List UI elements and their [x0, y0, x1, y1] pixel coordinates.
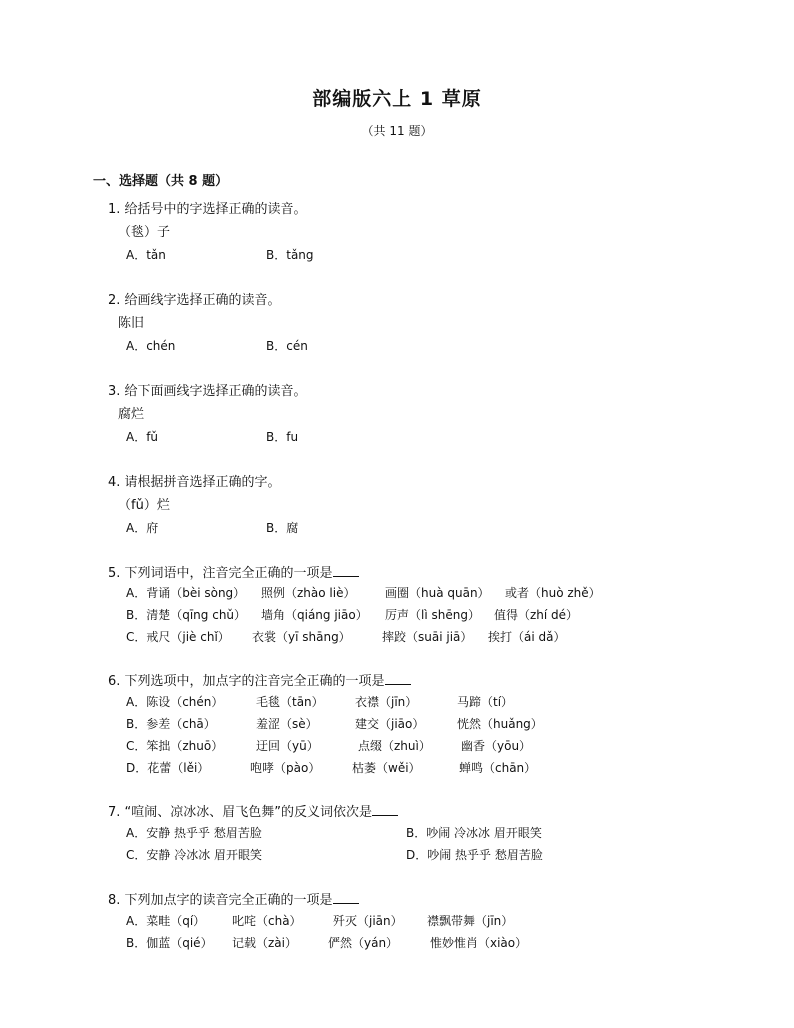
question-prompt: （毯）子	[118, 225, 171, 240]
question-stem	[108, 889, 359, 908]
option-a[interactable]: A．安静 热乎乎 愁眉苦脸	[126, 826, 262, 840]
option-a-word-2: 毛毯（tān）	[256, 695, 324, 709]
option-a-word-2: 叱咤（chà）	[232, 914, 302, 928]
question-stem-text: 5. 下列词语中，注音完全正确的一项是	[108, 566, 333, 581]
question-stem-text: 7. “喧闹、凉冰冰、眉飞色舞”的反义词依次是	[108, 805, 373, 820]
answer-blank[interactable]	[333, 564, 359, 577]
option-a-word-3: 衣襟（jīn）	[355, 695, 418, 709]
option-a-word-2: 照例（zhào liè）	[261, 586, 356, 600]
option-a-word-3: 歼灭（jiān）	[333, 914, 403, 928]
question-stem	[108, 562, 359, 581]
page-title: 部编版六上 1 草原	[312, 88, 482, 110]
option-a-word-4: 或者（huò zhě）	[505, 586, 601, 600]
option-b[interactable]: B．cén	[266, 339, 308, 353]
option-c-word-4: 幽香（yōu）	[461, 739, 532, 753]
question-prompt: 陈旧	[118, 316, 145, 331]
option-d-word-4: 蝉鸣（chān）	[459, 761, 537, 775]
option-c-word-2: 迂回（yū）	[256, 739, 319, 753]
option-b[interactable]: B．fu	[266, 430, 299, 444]
option-c-word-1: C．戒尺（jiè chǐ）	[126, 630, 230, 644]
option-c-word-1: C．笨拙（zhuō）	[126, 739, 224, 753]
option-a[interactable]: A．fǔ	[126, 430, 159, 444]
question-stem: 1. 给括号中的字选择正确的读音。	[108, 202, 307, 217]
option-a-word-3: 画圈（huà quān）	[385, 586, 490, 600]
option-c-word-3: 摔跤（suāi jiā）	[382, 630, 473, 644]
question-stem: 2. 给画线字选择正确的读音。	[108, 293, 281, 308]
option-a-word-4: 马蹄（tí）	[457, 695, 514, 709]
option-d-word-1: D．花蕾（lěi）	[126, 761, 210, 775]
option-d-word-2: 咆哮（pào）	[250, 761, 321, 775]
option-b-word-1: B．清楚（qīng chǔ）	[126, 608, 247, 622]
option-b[interactable]: B．腐	[266, 521, 299, 535]
option-b[interactable]: B．tǎng	[266, 248, 314, 262]
option-c-word-2: 衣裳（yī shāng）	[252, 630, 351, 644]
option-b-word-2: 记载（zài）	[232, 936, 297, 950]
option-b-word-1: B．参差（chā）	[126, 717, 216, 731]
option-b-word-3: 俨然（yán）	[328, 936, 399, 950]
option-a[interactable]: A．chén	[126, 339, 176, 353]
option-b-word-4: 恍然（huǎng）	[457, 717, 543, 731]
section-heading: 一、选择题（共 8 题）	[93, 174, 229, 189]
option-b-word-3: 厉声（lì shēng）	[385, 608, 480, 622]
option-a[interactable]: A．府	[126, 521, 159, 535]
question-count: （共 11 题）	[361, 124, 433, 138]
option-a[interactable]: A．tǎn	[126, 248, 166, 262]
option-b-word-4: 值得（zhí dé）	[494, 608, 579, 622]
answer-blank[interactable]	[385, 672, 411, 685]
question-stem	[108, 801, 398, 820]
option-a-word-1: A．菜畦（qí）	[126, 914, 206, 928]
question-stem: 3. 给下面画线字选择正确的读音。	[108, 384, 307, 399]
question-prompt: 腐烂	[118, 407, 145, 422]
option-a-word-4: 襟飘带舞（jīn）	[427, 914, 514, 928]
answer-blank[interactable]	[372, 803, 398, 816]
question-prompt: （fǔ）烂	[118, 498, 170, 513]
option-c-word-4: 挨打（ái dǎ）	[488, 630, 566, 644]
question-stem-text: 6. 下列选项中，加点字的注音完全正确的一项是	[108, 674, 385, 689]
option-b[interactable]: B．吵闹 冷冰冰 眉开眼笑	[406, 826, 542, 840]
option-b-word-2: 羞涩（sè）	[256, 717, 318, 731]
option-b-word-3: 建交（jiāo）	[355, 717, 425, 731]
option-b-word-1: B．伽蓝（qié）	[126, 936, 213, 950]
option-c[interactable]: C．安静 冷冰冰 眉开眼笑	[126, 848, 263, 862]
option-d[interactable]: D．吵闹 热乎乎 愁眉苦脸	[406, 848, 543, 862]
question-stem-text: 8. 下列加点字的读音完全正确的一项是	[108, 893, 333, 908]
question-stem: 4. 请根据拼音选择正确的字。	[108, 475, 281, 490]
option-d-word-3: 枯萎（wěi）	[352, 761, 421, 775]
option-b-word-2: 墙角（qiáng jiāo）	[261, 608, 368, 622]
option-c-word-3: 点缀（zhuì）	[358, 739, 431, 753]
option-b-word-4: 惟妙惟肖（xiào）	[430, 936, 528, 950]
question-stem	[108, 670, 411, 689]
answer-blank[interactable]	[333, 891, 359, 904]
option-a-word-1: A．陈设（chén）	[126, 695, 224, 709]
option-a-word-1: A．背诵（bèi sòng）	[126, 586, 246, 600]
